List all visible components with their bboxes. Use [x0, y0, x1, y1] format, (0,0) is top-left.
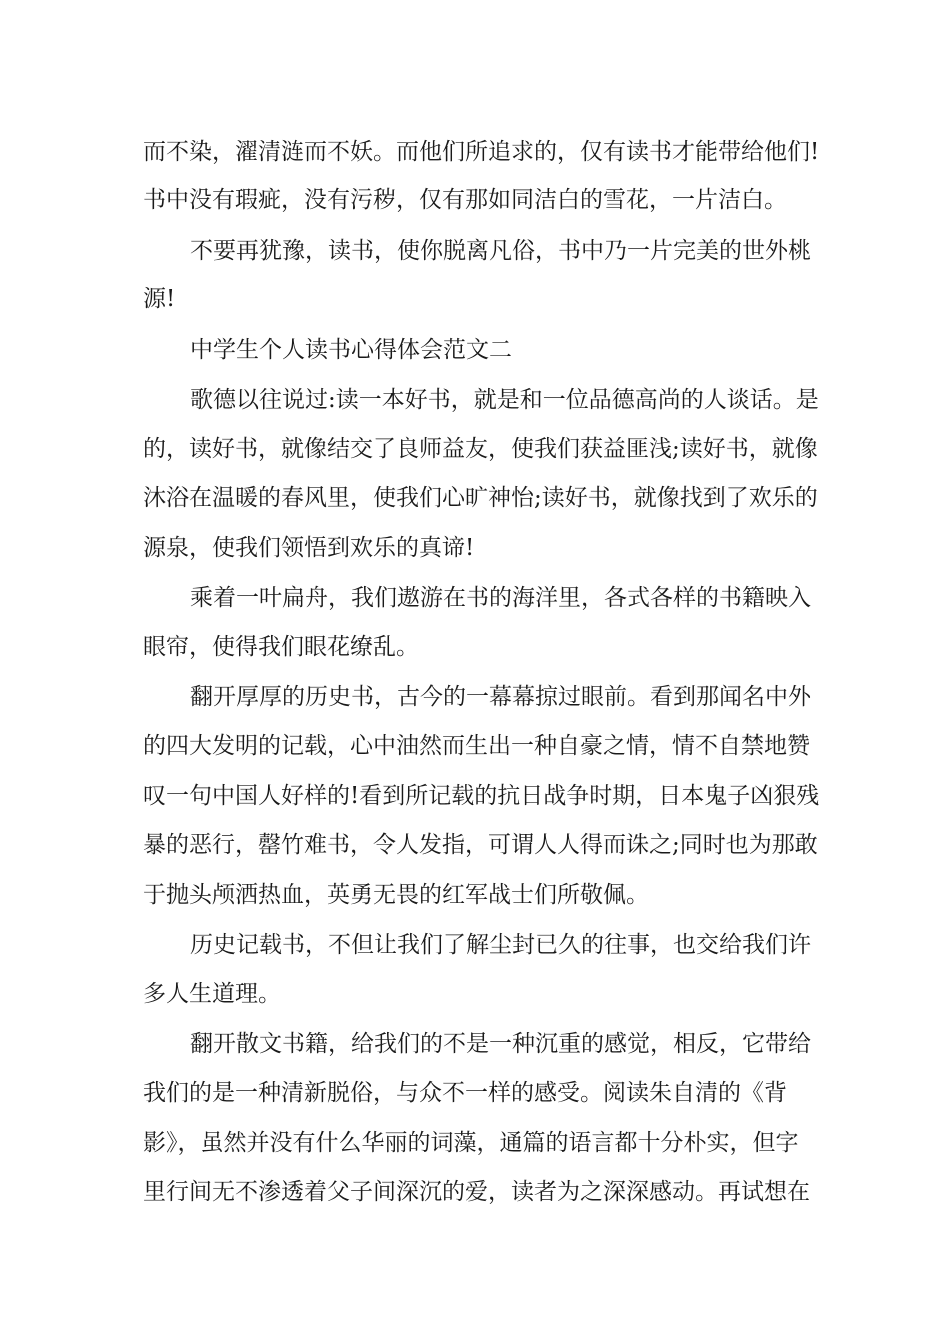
text-line: 而不染，濯清涟而不妖。而他们所追求的，仅有读书才能带给他们! [143, 139, 820, 165]
text-line: 的四大发明的记载，心中油然而生出一种自豪之情，情不自禁地赞 [143, 733, 810, 759]
text-line: 乘着一叶扁舟，我们遨游在书的海洋里，各式各样的书籍映入 [190, 585, 811, 611]
text-line: 历史记载书，不但让我们了解尘封已久的往事，也交给我们许 [190, 932, 811, 958]
text-line: 眼帘，使得我们眼花缭乱。 [143, 634, 419, 660]
text-line: 沐浴在温暖的春风里，使我们心旷神怡;读好书，就像找到了欢乐的 [143, 485, 818, 511]
text-line: 源! [143, 286, 176, 312]
section-heading: 中学生个人读书心得体会范文二 [190, 337, 512, 363]
text-line: 不要再犹豫，读书，使你脱离凡俗，书中乃一片完美的世外桃 [190, 238, 811, 264]
text-line: 翻开厚厚的历史书，古今的一幕幕掠过眼前。看到那闻名中外 [190, 684, 811, 710]
text-line: 叹一句中国人好样的!看到所记载的抗日战争时期，日本鬼子凶狠残 [143, 783, 820, 809]
text-line: 里行间无不渗透着父子间深沉的爱，读者为之深深感动。再试想在 [143, 1179, 810, 1205]
text-line: 书中没有瑕疵，没有污秽，仅有那如同洁白的雪花，一片洁白。 [143, 187, 787, 213]
text-line: 暴的恶行，罄竹难书，令人发指，可谓人人得而诛之;同时也为那敢 [143, 832, 818, 858]
text-line: 歌德以往说过:读一本好书，就是和一位品德高尚的人谈话。是 [190, 387, 819, 413]
text-line: 我们的是一种清新脱俗，与众不一样的感受。阅读朱自清的《背 [143, 1080, 787, 1106]
text-line: 源泉，使我们领悟到欢乐的真谛! [143, 535, 475, 561]
text-line: 的，读好书，就像结交了良师益友，使我们获益匪浅;读好书，就像 [143, 436, 818, 462]
text-line: 于抛头颅洒热血，英勇无畏的红军战士们所敬佩。 [143, 882, 649, 908]
text-line: 影》，虽然并没有什么华丽的词藻，通篇的语言都十分朴实，但字 [143, 1130, 799, 1156]
text-line: 翻开散文书籍，给我们的不是一种沉重的感觉，相反，它带给 [190, 1031, 811, 1057]
text-line: 多人生道理。 [143, 981, 281, 1007]
